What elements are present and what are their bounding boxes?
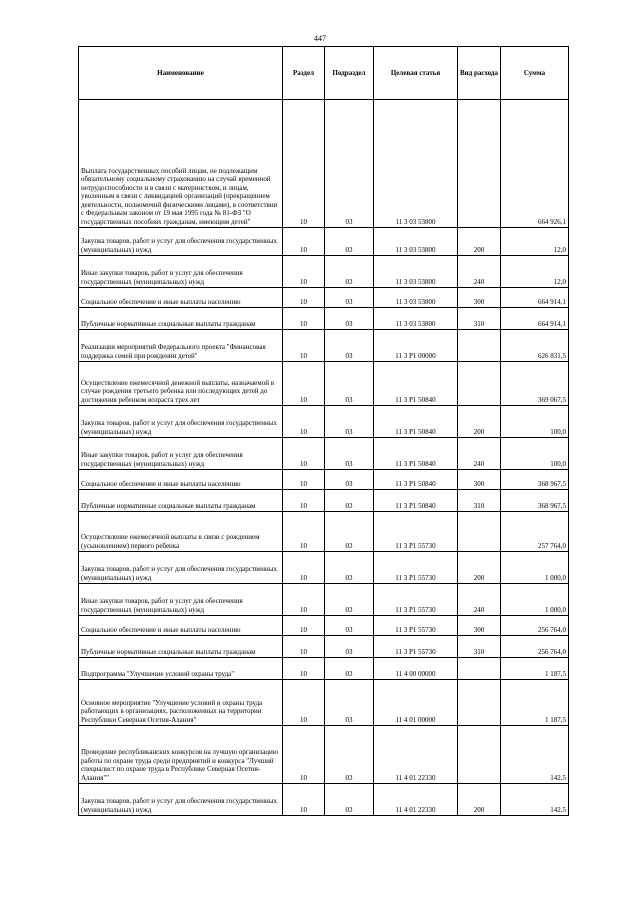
cell-summa: 256 764,0 (501, 616, 569, 636)
cell-celevaya: 11 3 03 53800 (374, 100, 458, 228)
cell-razdel: 10 (283, 256, 325, 288)
table-row (79, 636, 569, 658)
cell-celevaya: 11 3 P1 55730 (374, 616, 458, 636)
cell-name: Осуществление ежемесячной денежной выплаты, назначаемой в случае рождения третьего ребенка или последующих детей до достижения ребенком возраста трех лет (79, 362, 283, 406)
cell-razdel: 10 (283, 362, 325, 406)
table-row (79, 228, 569, 256)
cell-vid: 300 (458, 470, 501, 490)
header-vid: Вид расхода (458, 47, 501, 100)
cell-celevaya: 11 3 03 53800 (374, 288, 458, 308)
cell-podrazdel: 03 (325, 308, 374, 330)
table-row (79, 784, 569, 816)
cell-podrazdel: 03 (325, 406, 374, 438)
cell-name: Закупка товаров, работ и услуг для обеспечения государственных (муниципальных) нужд (79, 552, 283, 584)
cell-celevaya: 11 3 P1 50840 (374, 490, 458, 512)
header-razdel: Раздел (283, 47, 325, 100)
cell-vid: 200 (458, 552, 501, 584)
cell-summa: 1 000,0 (501, 552, 569, 584)
cell-summa: 12,0 (501, 256, 569, 288)
cell-summa: 664 926,1 (501, 100, 569, 228)
cell-celevaya: 11 3 03 53800 (374, 256, 458, 288)
cell-razdel: 10 (283, 636, 325, 658)
cell-celevaya: 11 3 03 53800 (374, 228, 458, 256)
cell-name: Основное мероприятие "Улучшение условий и охраны труда работающих в организациях, расположенных на территории Республики Северная Осетия-Алания" (79, 680, 283, 726)
cell-celevaya: 11 4 00 00000 (374, 658, 458, 680)
cell-celevaya: 11 3 03 53800 (374, 308, 458, 330)
table-row (79, 512, 569, 552)
cell-summa: 100,0 (501, 438, 569, 470)
cell-name: Иные закупки товаров, работ и услуг для обеспечения государственных (муниципальных) нужд (79, 584, 283, 616)
cell-razdel: 10 (283, 308, 325, 330)
cell-summa: 256 764,0 (501, 636, 569, 658)
cell-summa: 368 967,5 (501, 470, 569, 490)
header-podrazdel: Подраздел (325, 47, 374, 100)
cell-podrazdel: 03 (325, 784, 374, 816)
cell-podrazdel: 03 (325, 288, 374, 308)
cell-razdel: 10 (283, 288, 325, 308)
table-row (79, 438, 569, 470)
cell-celevaya: 11 3 P1 50840 (374, 362, 458, 406)
cell-summa: 1 187,5 (501, 680, 569, 726)
cell-vid: 200 (458, 784, 501, 816)
table-row (79, 362, 569, 406)
cell-vid: 300 (458, 616, 501, 636)
cell-razdel: 10 (283, 680, 325, 726)
budget-table (78, 46, 569, 816)
cell-name: Подпрограмма "Улучшение условий охраны труда" (79, 658, 283, 680)
table-row (79, 680, 569, 726)
cell-name: Закупка товаров, работ и услуг для обеспечения государственных (муниципальных) нужд (79, 228, 283, 256)
cell-vid: 310 (458, 308, 501, 330)
cell-podrazdel: 03 (325, 100, 374, 228)
cell-vid (458, 658, 501, 680)
cell-summa: 142,5 (501, 726, 569, 784)
table-row (79, 658, 569, 680)
table-header-row (79, 47, 569, 100)
cell-vid: 300 (458, 288, 501, 308)
header-celevaya: Целевая статья (374, 47, 458, 100)
cell-razdel: 10 (283, 330, 325, 362)
table-row (79, 552, 569, 584)
cell-podrazdel: 03 (325, 680, 374, 726)
cell-name: Публичные нормативные социальные выплаты гражданам (79, 490, 283, 512)
cell-name: Реализация мероприятий Федерального проекта "Финансовая поддержка семей при рождении детей" (79, 330, 283, 362)
table-row (79, 616, 569, 636)
cell-summa: 626 831,5 (501, 330, 569, 362)
cell-razdel: 10 (283, 470, 325, 490)
cell-podrazdel: 03 (325, 362, 374, 406)
cell-razdel: 10 (283, 228, 325, 256)
cell-vid: 240 (458, 256, 501, 288)
cell-summa: 664 914,1 (501, 288, 569, 308)
cell-name: Социальное обеспечение и иные выплаты населению (79, 288, 283, 308)
table-row (79, 256, 569, 288)
header-summa: Сумма (501, 47, 569, 100)
cell-celevaya: 11 3 P1 55730 (374, 584, 458, 616)
cell-summa: 142,5 (501, 784, 569, 816)
cell-razdel: 10 (283, 438, 325, 470)
cell-summa: 100,0 (501, 406, 569, 438)
cell-name: Социальное обеспечение и иные выплаты населению (79, 616, 283, 636)
table-row (79, 406, 569, 438)
cell-name: Иные закупки товаров, работ и услуг для обеспечения государственных (муниципальных) нужд (79, 256, 283, 288)
cell-summa: 1 000,0 (501, 584, 569, 616)
table-row (79, 330, 569, 362)
cell-vid: 240 (458, 584, 501, 616)
cell-razdel: 10 (283, 552, 325, 584)
cell-vid: 310 (458, 490, 501, 512)
cell-vid (458, 330, 501, 362)
cell-name: Проведение республиканских конкурсов на лучшую организацию работы по охране труда среди предприятий и конкурса "Лучший специалист по охране труда в Республике Северная Осетия-Алания"" (79, 726, 283, 784)
cell-name: Выплата государственных пособий лицам, не подлежащим обязательному социальному страхованию на случай временной нетрудоспособности и в связи с материнством, и лицам, уволенным в связи с ликвидацией организаций (прекращением деятельности, полномочий физическими лицами), в соответствии с Федеральным законом от 19 мая 1995 года № 81-ФЗ "О государственных пособиях гражданам, имеющим детей" (79, 100, 283, 228)
table-row (79, 470, 569, 490)
cell-podrazdel: 03 (325, 658, 374, 680)
cell-podrazdel: 03 (325, 470, 374, 490)
cell-summa: 257 764,0 (501, 512, 569, 552)
cell-celevaya: 11 3 P1 55730 (374, 512, 458, 552)
cell-razdel: 10 (283, 658, 325, 680)
cell-razdel: 10 (283, 512, 325, 552)
cell-vid (458, 512, 501, 552)
cell-vid (458, 680, 501, 726)
cell-celevaya: 11 3 P1 00000 (374, 330, 458, 362)
cell-vid (458, 362, 501, 406)
cell-podrazdel: 03 (325, 726, 374, 784)
cell-podrazdel: 03 (325, 438, 374, 470)
cell-vid (458, 726, 501, 784)
cell-celevaya: 11 4 01 22330 (374, 726, 458, 784)
cell-name: Социальное обеспечение и иные выплаты населению (79, 470, 283, 490)
cell-podrazdel: 03 (325, 490, 374, 512)
cell-celevaya: 11 4 01 22330 (374, 784, 458, 816)
cell-summa: 12,0 (501, 228, 569, 256)
cell-podrazdel: 03 (325, 330, 374, 362)
cell-podrazdel: 03 (325, 584, 374, 616)
cell-podrazdel: 03 (325, 512, 374, 552)
header-name: Наименование (79, 47, 283, 100)
cell-name: Осуществление ежемесячной выплаты в связи с рождением (усыновлением) первого ребенка (79, 512, 283, 552)
cell-summa: 369 067,5 (501, 362, 569, 406)
cell-celevaya: 11 3 P1 55730 (374, 636, 458, 658)
cell-podrazdel: 03 (325, 228, 374, 256)
cell-razdel: 10 (283, 726, 325, 784)
cell-podrazdel: 03 (325, 552, 374, 584)
cell-vid (458, 100, 501, 228)
cell-razdel: 10 (283, 584, 325, 616)
cell-celevaya: 11 4 01 00000 (374, 680, 458, 726)
cell-celevaya: 11 3 P1 55730 (374, 552, 458, 584)
cell-razdel: 10 (283, 100, 325, 228)
cell-summa: 664 914,1 (501, 308, 569, 330)
cell-vid: 200 (458, 406, 501, 438)
cell-razdel: 10 (283, 490, 325, 512)
cell-vid: 200 (458, 228, 501, 256)
cell-summa: 1 187,5 (501, 658, 569, 680)
cell-name: Закупка товаров, работ и услуг для обеспечения государственных (муниципальных) нужд (79, 784, 283, 816)
cell-podrazdel: 03 (325, 256, 374, 288)
table-row (79, 288, 569, 308)
table-row (79, 584, 569, 616)
cell-name: Публичные нормативные социальные выплаты гражданам (79, 636, 283, 658)
cell-summa: 368 967,5 (501, 490, 569, 512)
cell-name: Публичные нормативные социальные выплаты гражданам (79, 308, 283, 330)
table-row (79, 726, 569, 784)
page-number: 447 (314, 34, 326, 43)
table-row (79, 100, 569, 228)
cell-razdel: 10 (283, 784, 325, 816)
cell-razdel: 10 (283, 616, 325, 636)
cell-razdel: 10 (283, 406, 325, 438)
cell-celevaya: 11 3 P1 50840 (374, 470, 458, 490)
cell-vid: 310 (458, 636, 501, 658)
cell-name: Иные закупки товаров, работ и услуг для обеспечения государственных (муниципальных) нужд (79, 438, 283, 470)
cell-celevaya: 11 3 P1 50840 (374, 406, 458, 438)
table-row (79, 490, 569, 512)
cell-podrazdel: 03 (325, 636, 374, 658)
cell-vid: 240 (458, 438, 501, 470)
table-row (79, 308, 569, 330)
cell-celevaya: 11 3 P1 50840 (374, 438, 458, 470)
cell-name: Закупка товаров, работ и услуг для обеспечения государственных (муниципальных) нужд (79, 406, 283, 438)
cell-podrazdel: 03 (325, 616, 374, 636)
